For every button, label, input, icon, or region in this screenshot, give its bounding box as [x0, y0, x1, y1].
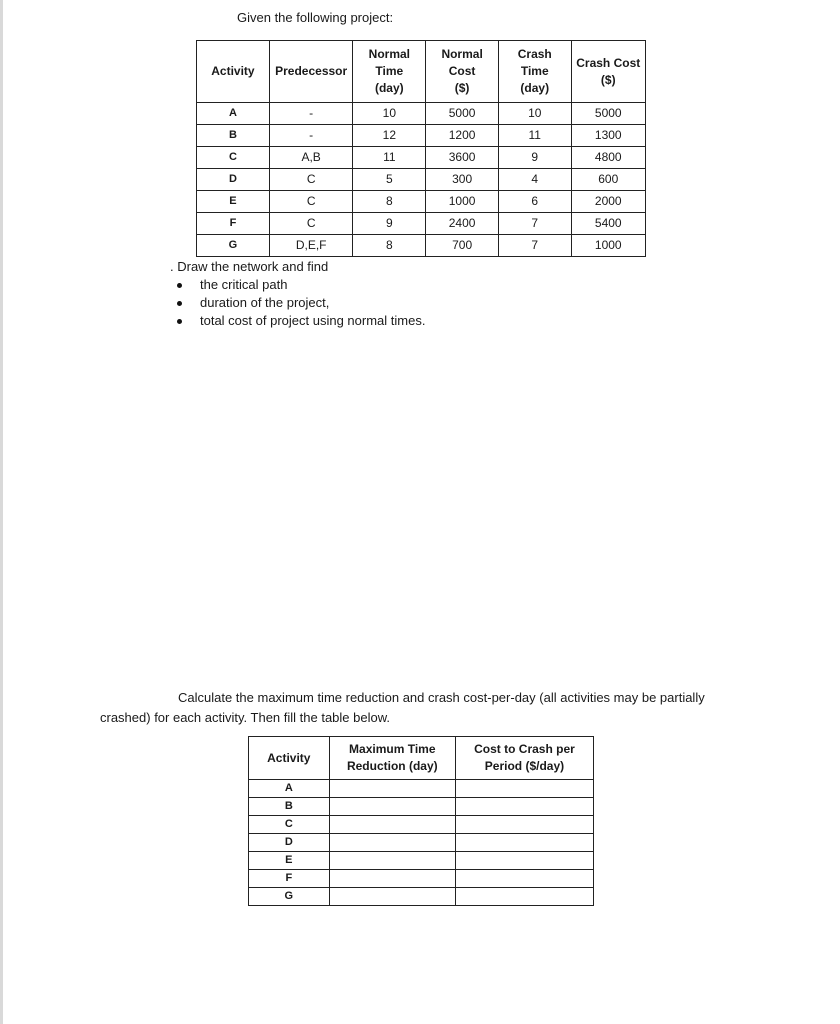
- crash-cell-activity: D: [249, 834, 330, 852]
- project-row: [197, 191, 646, 213]
- project-row: [197, 103, 646, 125]
- page-left-edge: [0, 0, 3, 1024]
- cell-crash-cost: 1300: [571, 125, 645, 147]
- project-table-header-row: [197, 41, 646, 103]
- crash-header-max-line2: Reduction (day): [346, 759, 438, 773]
- header-normal-time-line3: (day): [374, 81, 404, 95]
- project-row: [197, 147, 646, 169]
- cell-predecessor: -: [269, 103, 353, 125]
- project-table: [196, 40, 646, 257]
- cell-crash-cost: 5400: [571, 213, 645, 235]
- header-crash-time-line1: Crash: [517, 47, 552, 61]
- cell-normal-cost: 300: [426, 169, 499, 191]
- cell-crash-cost: 5000: [571, 103, 645, 125]
- crash-cell-max-reduction[interactable]: [329, 852, 455, 870]
- cell-normal-cost: 1200: [426, 125, 499, 147]
- crash-row: [249, 780, 594, 798]
- header-crash-cost-line2: ($): [600, 72, 616, 87]
- cell-activity: B: [197, 125, 270, 147]
- header-activity: Activity: [197, 41, 270, 103]
- cell-activity: A: [197, 103, 270, 125]
- crash-cell-activity: A: [249, 780, 330, 798]
- crash-cell-activity: C: [249, 816, 330, 834]
- cell-normal-time: 5: [353, 169, 426, 191]
- crash-cell-max-reduction[interactable]: [329, 798, 455, 816]
- project-row: [197, 169, 646, 191]
- header-crash-time-line3: (day): [520, 81, 550, 95]
- crash-header-cost-line1: Cost to Crash per: [474, 742, 575, 756]
- crash-cell-activity: G: [249, 888, 330, 906]
- instructions-list: [168, 276, 425, 330]
- cell-crash-time: 4: [499, 169, 572, 191]
- crash-cell-max-reduction[interactable]: [329, 780, 455, 798]
- header-crash-cost: [571, 41, 645, 103]
- crash-cell-cost-per-period[interactable]: [455, 834, 593, 852]
- cell-activity: F: [197, 213, 270, 235]
- header-normal-cost: [426, 41, 499, 103]
- cell-crash-time: 6: [499, 191, 572, 213]
- cell-activity: E: [197, 191, 270, 213]
- cell-normal-time: 8: [353, 191, 426, 213]
- crash-header-cost-line2: Period ($/day): [484, 759, 565, 773]
- project-row: [197, 125, 646, 147]
- instruction-bullet: duration of the project,: [168, 294, 425, 312]
- calc-line-1: Calculate the maximum time reduction and crash cost-per-day (all activities may be partially: [178, 690, 705, 705]
- cell-normal-time: 12: [353, 125, 426, 147]
- header-crash-time: [499, 41, 572, 103]
- cell-crash-cost: 4800: [571, 147, 645, 169]
- crash-cell-cost-per-period[interactable]: [455, 780, 593, 798]
- crash-row: [249, 816, 594, 834]
- project-row: [197, 213, 646, 235]
- cell-crash-cost: 2000: [571, 191, 645, 213]
- crash-row: [249, 888, 594, 906]
- cell-normal-cost: 5000: [426, 103, 499, 125]
- calc-line-2: crashed) for each activity. Then fill the table below.: [100, 710, 391, 725]
- intro-text: Given the following project:: [237, 10, 394, 25]
- header-normal-cost-line2: Cost: [448, 64, 476, 78]
- crash-header-cost-per-period: [455, 737, 593, 780]
- crash-header-max-reduction: [329, 737, 455, 780]
- crash-cell-activity: B: [249, 798, 330, 816]
- cell-crash-time: 11: [499, 125, 572, 147]
- crash-table: [248, 736, 594, 906]
- calc-instructions: [100, 688, 740, 728]
- cell-normal-cost: 2400: [426, 213, 499, 235]
- cell-predecessor: C: [269, 169, 353, 191]
- cell-activity: G: [197, 235, 270, 257]
- cell-predecessor: D,E,F: [269, 235, 353, 257]
- cell-normal-time: 8: [353, 235, 426, 257]
- crash-header-max-line1: Maximum Time: [349, 742, 436, 756]
- cell-activity: C: [197, 147, 270, 169]
- header-crash-cost-line1: Crash Cost: [576, 55, 641, 70]
- crash-row: [249, 852, 594, 870]
- cell-normal-cost: 3600: [426, 147, 499, 169]
- crash-cell-cost-per-period[interactable]: [455, 816, 593, 834]
- cell-predecessor: A,B: [269, 147, 353, 169]
- header-normal-cost-line1: Normal: [441, 47, 483, 61]
- crash-cell-cost-per-period[interactable]: [455, 870, 593, 888]
- instruction-bullet: the critical path: [168, 276, 425, 294]
- cell-crash-time: 7: [499, 235, 572, 257]
- crash-row: [249, 870, 594, 888]
- instruction-bullet: total cost of project using normal times.: [168, 312, 425, 330]
- cell-crash-time: 10: [499, 103, 572, 125]
- crash-cell-activity: E: [249, 852, 330, 870]
- crash-row: [249, 834, 594, 852]
- cell-crash-time: 9: [499, 147, 572, 169]
- cell-activity: D: [197, 169, 270, 191]
- header-normal-time-line1: Normal: [368, 47, 410, 61]
- cell-normal-cost: 1000: [426, 191, 499, 213]
- project-row: [197, 235, 646, 257]
- crash-cell-max-reduction[interactable]: [329, 870, 455, 888]
- crash-table-header-row: [249, 737, 594, 780]
- cell-normal-cost: 700: [426, 235, 499, 257]
- crash-cell-max-reduction[interactable]: [329, 888, 455, 906]
- crash-header-activity: Activity: [249, 737, 330, 780]
- instructions-block: [168, 258, 425, 330]
- crash-cell-max-reduction[interactable]: [329, 816, 455, 834]
- header-normal-cost-line3: ($): [454, 81, 470, 95]
- cell-normal-time: 9: [353, 213, 426, 235]
- cell-predecessor: C: [269, 191, 353, 213]
- header-normal-time-line2: Time: [375, 64, 404, 78]
- crash-cell-activity: F: [249, 870, 330, 888]
- cell-predecessor: -: [269, 125, 353, 147]
- crash-cell-cost-per-period[interactable]: [455, 798, 593, 816]
- cell-normal-time: 11: [353, 147, 426, 169]
- instructions-lead: . Draw the network and find: [170, 259, 329, 274]
- cell-crash-cost: 600: [571, 169, 645, 191]
- header-crash-time-line2: Time: [520, 64, 549, 78]
- header-predecessor: Predecessor: [269, 41, 353, 103]
- cell-normal-time: 10: [353, 103, 426, 125]
- crash-row: [249, 798, 594, 816]
- crash-cell-cost-per-period[interactable]: [455, 852, 593, 870]
- header-normal-time: [353, 41, 426, 103]
- cell-crash-cost: 1000: [571, 235, 645, 257]
- cell-crash-time: 7: [499, 213, 572, 235]
- crash-cell-max-reduction[interactable]: [329, 834, 455, 852]
- crash-cell-cost-per-period[interactable]: [455, 888, 593, 906]
- cell-predecessor: C: [269, 213, 353, 235]
